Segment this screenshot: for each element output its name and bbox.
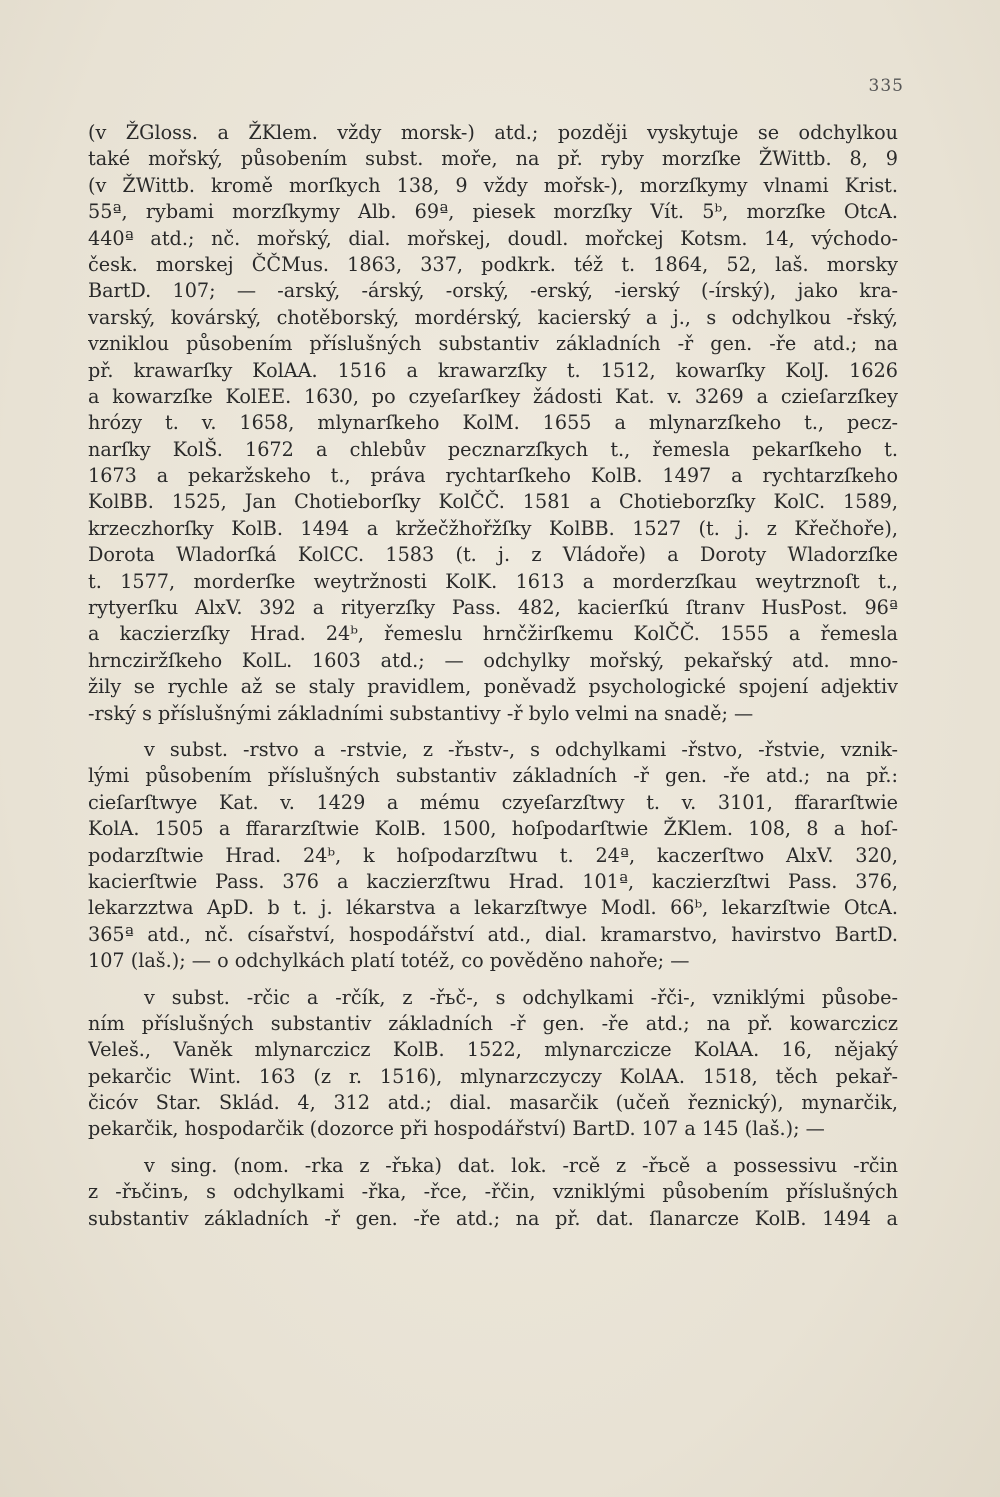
- text-line: pekarčic Wint. 163 (z r. 1516), mlynarzczyczy KolAA. 1518, těch pekař-: [88, 1064, 898, 1088]
- text-line: narſky KolŠ. 1672 a chlebův pecznarzſkych t., řemesla pekarſkeho t.: [88, 437, 898, 461]
- text-line: krzeczhorſky KolB. 1494 a kržečžhořžſky KolBB. 1527 (t. j. z Křečhoře),: [88, 516, 898, 540]
- text-line: vzniklou působením příslušných substantiv základních -ř gen. -ře atd.; na: [88, 332, 898, 356]
- text-line: lekarzztwa ApD. b t. j. lékarstva a lekarzſtwye Modl. 66ᵇ, lekarzſtwie OtcA.: [88, 896, 898, 920]
- text-line: cieſarſtwye Kat. v. 1429 a mému czyeſarzſtwy t. v. 3101, ffararſtwie: [88, 790, 898, 814]
- text-line: (v ŽGloss. a ŽKlem. vždy morsk-) atd.; později vyskytuje se odchylkou: [88, 121, 898, 144]
- text-line: žily se rychle až se staly pravidlem, poněvadž psychologické spojení adjektiv: [88, 675, 898, 699]
- text-line: 1673 a pekaržskeho t., práva rychtarſkeho KolB. 1497 a rychtarzſkeho: [88, 464, 898, 488]
- text-line: varský, kovárský, chotěborský, mordérský, kacierský a j., s odchylkou -řský,: [88, 305, 898, 329]
- paragraph-3: [88, 985, 898, 1143]
- text-line: ním příslušných substantiv základních -ř gen. -ře atd.; na př. kowarczicz: [88, 1011, 898, 1035]
- text-line: KolBB. 1525, Jan Chotieborſky KolČČ. 1581 a Chotieborzſky KolC. 1589,: [88, 490, 898, 514]
- text-line: 365ª atd., nč. císařství, hospodářství atd., dial. kramarstvo, havirstvo BartD.: [88, 922, 898, 946]
- text-line: lými působením příslušných substantiv základních -ř gen. -ře atd.; na př.:: [88, 764, 898, 788]
- text-line: hrncziržſkeho KolL. 1603 atd.; — odchylky mořský, pekařský atd. mno-: [88, 648, 898, 672]
- paragraph-2: [88, 737, 898, 975]
- paragraph-1: [88, 120, 898, 727]
- body-text: [88, 120, 898, 1232]
- paragraph-4: [88, 1153, 898, 1232]
- text-line: pekarčik, hospodarčik (dozorce při hospodářství) BartD. 107 a 145 (laš.); —: [88, 1117, 825, 1141]
- text-line: kacierſtwie Pass. 376 a kaczierzſtwu Hrad. 101ª, kaczierzſtwi Pass. 376,: [88, 869, 898, 893]
- text-line: t. 1577, morderſke weytržnosti KolK. 1613 a morderzſkau weytrznoſt t.,: [88, 569, 898, 593]
- text-line: Veleš., Vaněk mlynarczicz KolB. 1522, mlynarczicze KolAA. 16, nějaký: [88, 1038, 898, 1062]
- text-line: Dorota Wladorſká KolCC. 1583 (t. j. z Vládoře) a Doroty Wladorzſke: [88, 543, 898, 567]
- text-line: podarzſtwie Hrad. 24ᵇ, k hoſpodarzſtwu t. 24ª, kaczerſtwo AlxV. 320,: [88, 843, 898, 867]
- text-line: čicóv Star. Sklád. 4, 312 atd.; dial. masarčik (učeň řeznický), mynarčik,: [88, 1091, 898, 1115]
- page-number: 335: [868, 76, 904, 96]
- text-line: -rský s příslušnými základními substantivy -ř bylo velmi na snadě; —: [88, 701, 754, 725]
- text-line: 55ª, rybami morzſkymy Alb. 69ª, piesek morzſky Vít. 5ᵇ, morzſke OtcA.: [88, 200, 898, 224]
- text-line: substantiv základních -ř gen. -ře atd.; na př. dat. ſlanarcze KolB. 1494 a: [88, 1206, 898, 1230]
- text-line: KolA. 1505 a ffararzſtwie KolB. 1500, hoſpodarſtwie ŽKlem. 108, 8 a hoſ-: [88, 817, 898, 841]
- text-line: 440ª atd.; nč. mořský, dial. mořskej, doudl. mořckej Kotsm. 14, východo-: [88, 226, 898, 250]
- text-line: BartD. 107; — -arský, -árský, -orský, -erský, -ierský (-írský), jako kra-: [88, 279, 898, 303]
- text-line: 107 (laš.); — o odchylkách platí totéž, co pověděno nahoře; —: [88, 949, 690, 973]
- text-line: hrózy t. v. 1658, mlynarſkeho KolM. 1655 a mlynarzſkeho t., pecz-: [88, 411, 898, 435]
- text-line: z -řьčinъ, s odchylkami -řka, -řce, -řčin, vzniklými působením příslušných: [88, 1180, 898, 1204]
- text-line: v subst. -rstvo a -rstvie, z -řьstv-, s odchylkami -řstvo, -řstvie, vznik-: [144, 737, 898, 761]
- text-line: v sing. (nom. -rka z -řьka) dat. lok. -rcě z -řьcě a possessivu -rčin: [144, 1153, 898, 1177]
- text-line: (v ŽWittb. kromě morſkych 138, 9 vždy mořsk-), morzſkymy vlnami Krist.: [88, 173, 898, 197]
- text-line: také mořský, působením subst. moře, na př. ryby morzſke ŽWittb. 8, 9: [88, 147, 898, 171]
- text-line: př. krawarſky KolAA. 1516 a krawarzſky t. 1512, kowarſky KolJ. 1626: [88, 358, 898, 382]
- text-line: rytyerſku AlxV. 392 a rityerzſky Pass. 482, kacierſkú ſtranv HusPost. 96ª: [88, 596, 898, 620]
- text-line: v subst. -rčic a -rčík, z -řьč-, s odchylkami -řči-, vzniklými působe-: [144, 985, 898, 1009]
- text-line: a kowarzſke KolEE. 1630, po czyeſarſkey žádosti Kat. v. 3269 a czieſarzſkey: [88, 384, 898, 408]
- text-line: a kaczierzſky Hrad. 24ᵇ, řemeslu hrnčžirſkemu KolČČ. 1555 a řemesla: [88, 622, 898, 646]
- text-line: česk. morskej ČČMus. 1863, 337, podkrk. též t. 1864, 52, laš. morsky: [88, 252, 898, 276]
